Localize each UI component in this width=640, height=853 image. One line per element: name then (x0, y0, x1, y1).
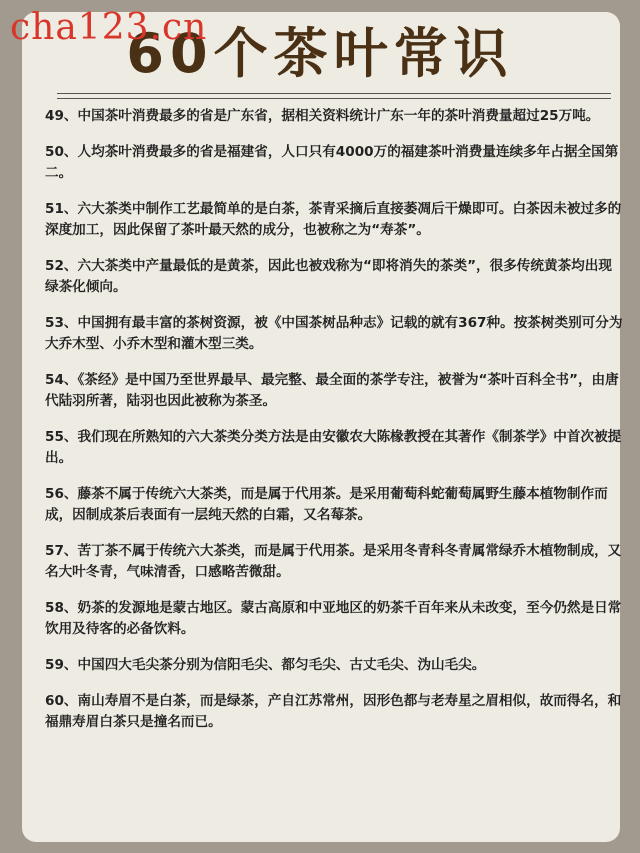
list-item: 51、六大茶类中制作工艺最简单的是白茶，茶青采摘后直接萎凋后干燥即可。白茶因未被过多的深度加工，因此保留了茶叶最天然的成分，也被称之为“寿茶”。 (45, 201, 622, 238)
list-item: 50、人均茶叶消费最多的省是福建省，人口只有4000万的福建茶叶消费量连续多年占据全国第二。 (45, 144, 619, 181)
list-item: 49、中国茶叶消费最多的省是广东省，据相关资料统计广东一年的茶叶消费量超过25万吨。 (45, 108, 600, 124)
list-item: 57、苦丁茶不属于传统六大茶类，而是属于代用茶。是采用冬青科冬青属常绿乔木植物制成，又名大叶冬青，气味清香，口感略苦微甜。 (45, 543, 622, 580)
tips-list (45, 106, 623, 748)
list-item: 54、《茶经》是中国乃至世界最早、最完整、最全面的茶学专注，被誉为“茶叶百科全书”，由唐代陆羽所著，陆羽也因此被称为茶圣。 (45, 372, 619, 409)
list-item: 56、藤茶不属于传统六大茶类，而是属于代用茶。是采用葡萄科蛇葡萄属野生藤本植物制作而成，因制成茶后表面有一层纯天然的白霜，又名莓茶。 (45, 486, 608, 523)
page-title: 60个茶叶常识 (126, 22, 514, 85)
list-item: 58、奶茶的发源地是蒙古地区。蒙古高原和中亚地区的奶茶千百年来从未改变，至今仍然是日常饮用及待客的必备饮料。 (45, 600, 622, 637)
list-item: 55、我们现在所熟知的六大茶类分类方法是由安徽农大陈椽教授在其著作《制茶学》中首次被提出。 (45, 429, 622, 466)
title-divider (57, 93, 611, 99)
list-item: 52、六大茶类中产量最低的是黄茶，因此也被戏称为“即将消失的茶类”，很多传统黄茶均出现绿茶化倾向。 (45, 258, 612, 295)
list-item: 53、中国拥有最丰富的茶树资源，被《中国茶树品种志》记载的就有367种。按茶树类别可分为大乔木型、小乔木型和灌木型三类。 (45, 315, 623, 352)
list-item: 60、南山寿眉不是白茶，而是绿茶，产自江苏常州，因形色都与老寿星之眉相似，故而得名，和福鼎寿眉白茶只是撞名而已。 (45, 693, 622, 730)
list-item: 59、中国四大毛尖茶分别为信阳毛尖、都匀毛尖、古丈毛尖、沩山毛尖。 (45, 657, 486, 673)
watermark: cha123.cn (10, 7, 208, 48)
